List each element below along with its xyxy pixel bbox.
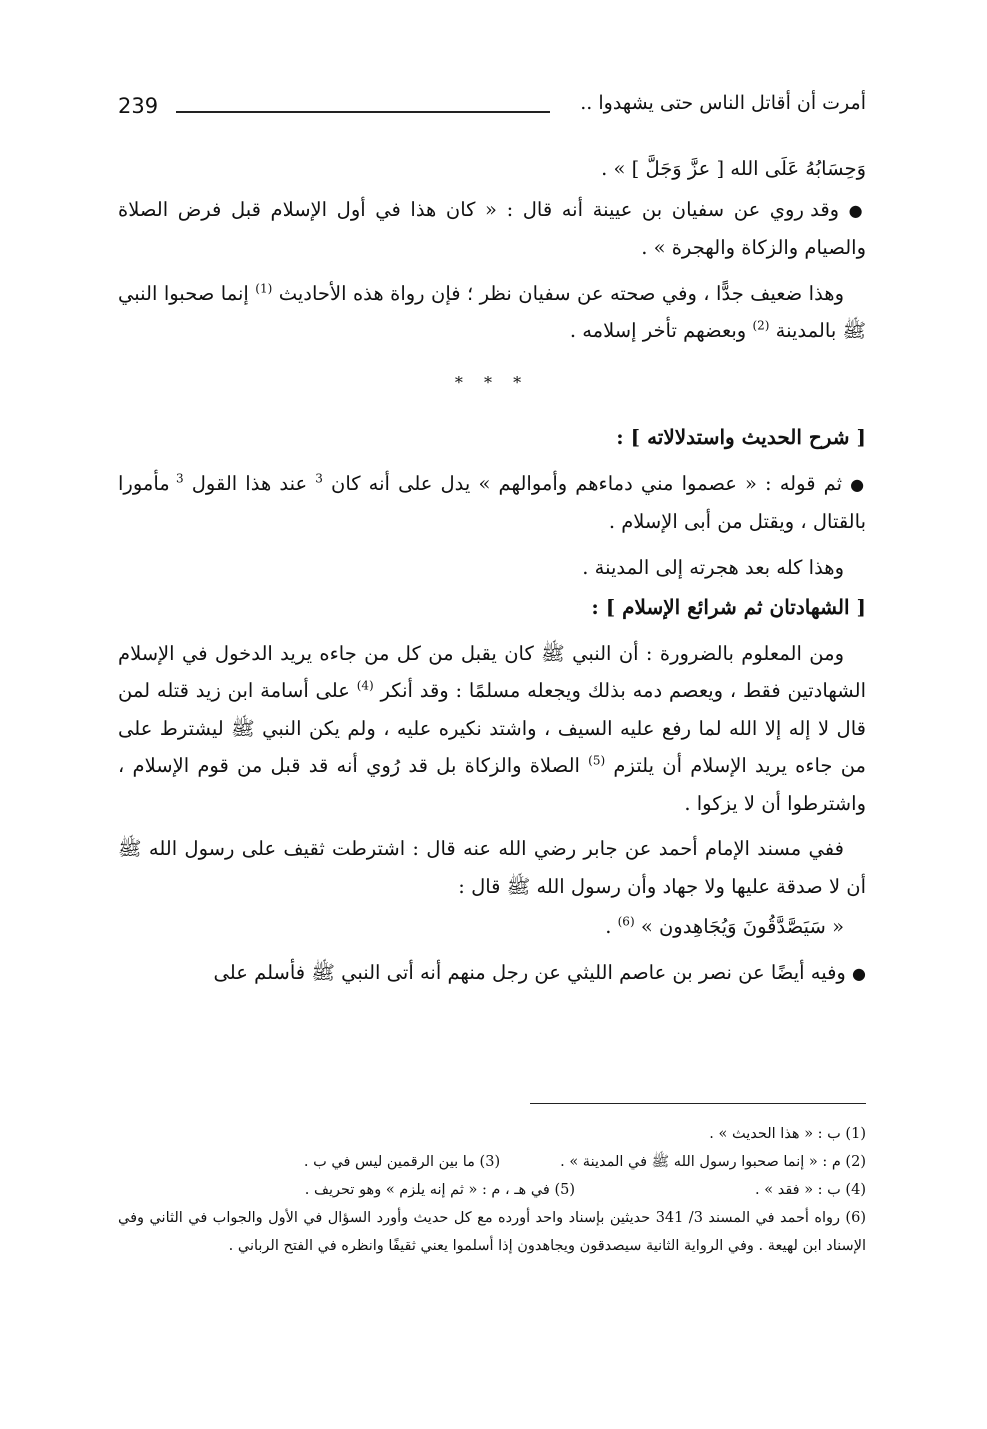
paragraph: ● ثم قوله : « عصموا مني دماءهم وأموالهم » يدل على أنه كان $^3$ عند هذا القول $^3$ مأمورا بالقتال ، ويقتل من أبى الإسلام . [118, 471, 867, 533]
footnote-rule [530, 1103, 866, 1104]
paragraph: ● وفيه أيضًا عن نصر بن عاصم الليثي عن رجل منهم أنه أتى النبي ﷺ فأسلم على [213, 960, 866, 984]
page-header [118, 90, 866, 130]
section-heading: [ الشهادتان ثم شرائع الإسلام ] : [591, 595, 866, 619]
footnotes [118, 1120, 866, 1260]
footnote-1: (1) ب : « هذا الحديث » . [709, 1126, 866, 1142]
header-rule [176, 111, 550, 113]
bullet-icon: ● [850, 474, 867, 494]
footnote-ref[interactable]: (6) [617, 914, 635, 929]
footnote-2: (2) م : « إنما صحبوا رسول الله ﷺ في المدينة » . [560, 1154, 866, 1170]
footnote-3: (3) ما بين الرقمين ليس في ب . [303, 1154, 501, 1170]
footnote-5: (5) في هـ ، م : « ثم إنه يلزم » وهو تحريف . [304, 1182, 576, 1198]
main-text [118, 150, 866, 1000]
section-heading: [ شرح الحديث واستدلالاته ] : [616, 425, 866, 449]
bullet-icon: ● [852, 963, 866, 983]
paragraph: ففي مسند الإمام أحمد عن جابر رضي الله عنه قال : اشترطت ثقيف على رسول الله ﷺ أن لا صدقة عليها ولا جهاد وأن رسول الله ﷺ قال : [118, 837, 866, 898]
footnote-6: (6) رواه أحمد في المسند 3/ 341 حديثين بإسناد واحد أورده مع كل حديث وأورد السؤال في الأول والجواب في الثاني وفي الإسناد ابن لهيعة . وفي الرواية الثانية سيصدقون ويجاهدون إذا أسلموا يعني ثقيفًا وانظره في الفتح الرباني . [118, 1210, 866, 1254]
page-number: 239 [118, 94, 159, 118]
quote-line: « سَيَصَّدَّقُونَ وَيُجَاهِدون » $^{(6)}$ . [605, 914, 844, 938]
footnote-ref[interactable]: 3 [175, 471, 184, 485]
bullet-icon: ● [848, 200, 867, 220]
paragraph: وهذا كله بعد هجرته إلى المدينة . [582, 555, 844, 579]
footnote-ref[interactable]: (4) [356, 678, 374, 693]
footnote-ref[interactable]: 3 [315, 471, 323, 485]
paragraph: ● وقد روي عن سفيان بن عيينة أنه قال : « كان هذا في أول الإسلام قبل فرض الصلاة والصيام والزكاة والهجرة » . [118, 197, 867, 259]
footnote-ref[interactable]: (5) [588, 753, 606, 768]
footnote-ref[interactable]: (2) [752, 318, 770, 333]
footnote-row [118, 1176, 866, 1204]
paragraph: ومن المعلوم بالضرورة : أن النبي ﷺ كان يقبل من كل من جاءه يريد الدخول في الإسلام الشهادتين فقط ، ويعصم دمه بذلك ويجعله مسلمًا : وقد أنكر $^{(4)}$ على أسامة ابن زيد قتله لمن قال لا إله إلا الله لما رفع عليه السيف ، واشتد نكيره عليه ، ولم يكن النبي ﷺ ليشترط على من جاءه يريد الإسلام أن يلتزم $^{(5)}$ الصلاة والزكاة بل قد رُوي أنه قد قبل من قوم الإسلام ، واشترطوا أن لا يزكوا . [118, 641, 867, 815]
running-title: أمرت أن أقاتل الناس حتى يشهدوا .. [580, 92, 866, 114]
footnote-row [118, 1148, 866, 1176]
footnote-4: (4) ب : « فقد » . [755, 1182, 866, 1198]
paragraph: وهذا ضعيف جدًّا ، وفي صحته عن سفيان نظر ؛ فإن رواة هذه الأحاديث $^{(1)}$ إنما صحبوا النبي ﷺ بالمدينة $^{(2)}$ وبعضهم تأخر إسلامه . [118, 281, 866, 342]
section-separator: * * * [454, 372, 530, 392]
footnote-ref[interactable]: (1) [255, 281, 273, 295]
text-line: وَحِسَابُهُ عَلَى الله [ عزَّ وَجَلَّ ] » . [601, 157, 866, 180]
